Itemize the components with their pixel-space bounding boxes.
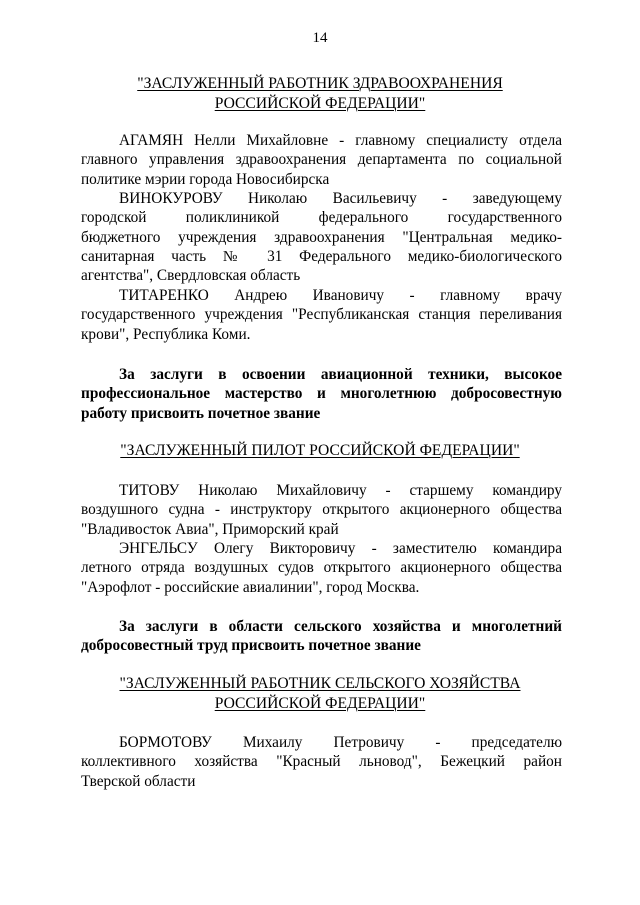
entry-line: летного отряда воздушных судов открытого акционерного общества — [81, 559, 562, 577]
entry-line: воздушного судна - инструктору открытого акционерного общества — [81, 501, 562, 519]
entry-line: главного управления здравоохранения департамента по социальной — [81, 151, 562, 169]
entry-line: "Аэрофлот - российские авиалинии", город Москва. — [81, 578, 420, 596]
award-title-health-worker — [60, 74, 580, 114]
award-entry-titov — [81, 481, 562, 539]
preamble-aviation — [81, 365, 562, 423]
preamble-line: работу присвоить почетное звание — [81, 404, 321, 422]
title-line: "ЗАСЛУЖЕННЫЙ РАБОТНИК ЗДРАВООХРАНЕНИЯ — [137, 75, 503, 92]
entry-line: государственного учреждения "Республиканская станция переливания — [81, 306, 562, 324]
entry-line: "Владивосток Авиа", Приморский край — [81, 520, 339, 538]
entry-line: ТИТОВУ Николаю Михайловичу - старшему командиру — [119, 482, 562, 499]
preamble-line: добросовестный труд присвоить почетное звание — [81, 637, 421, 655]
award-entry-engels — [81, 539, 562, 597]
entry-line: ТИТАРЕНКО Андрею Ивановичу - главному врачу — [119, 287, 562, 304]
title-line: "ЗАСЛУЖЕННЫЙ РАБОТНИК СЕЛЬСКОГО ХОЗЯЙСТВА — [119, 675, 521, 692]
entry-line: БОРМОТОВУ Михаилу Петровичу - председателю — [119, 734, 562, 751]
entry-line: бюджетного учреждения здравоохранения "Центральная медико- — [81, 228, 562, 246]
entry-line: агентства", Свердловская область — [81, 267, 301, 285]
entry-line: АГАМЯН Нелли Михайловне - главному специалисту отдела — [119, 132, 562, 149]
entry-line: городской поликлиникой федерального государственного — [81, 209, 562, 227]
entry-line: коллективного хозяйства "Красный льновод", Бежецкий район — [81, 753, 562, 771]
entry-line: Тверской области — [81, 772, 196, 790]
entry-line: санитарная часть № 31 Федерального медико-биологического — [81, 247, 562, 265]
entry-line: крови", Республика Коми. — [81, 325, 251, 343]
title-line: РОССИЙСКОЙ ФЕДЕРАЦИИ" — [214, 95, 426, 112]
preamble-line: За заслуги в освоении авиационной техники, высокое — [119, 366, 562, 383]
award-entry-titarenko — [81, 286, 562, 344]
preamble-line: За заслуги в области сельского хозяйства и многолетний — [119, 618, 562, 635]
entry-line: ЭНГЕЛЬСУ Олегу Викторовичу - заместителю командира — [119, 540, 562, 557]
award-title-agriculture-worker — [60, 674, 580, 714]
title-line: "ЗАСЛУЖЕННЫЙ ПИЛОТ РОССИЙСКОЙ ФЕДЕРАЦИИ" — [120, 442, 520, 459]
award-entry-agamyan — [81, 131, 562, 189]
award-entry-bormotov — [81, 733, 562, 791]
title-line: РОССИЙСКОЙ ФЕДЕРАЦИИ" — [214, 695, 426, 712]
award-entry-vinokurov — [81, 189, 562, 285]
entry-line: ВИНОКУРОВУ Николаю Васильевичу - заведующему — [119, 190, 562, 207]
award-title-pilot — [60, 441, 580, 461]
preamble-line: профессиональное мастерство и многолетнюю добросовестную — [81, 385, 562, 403]
entry-line: политике мэрии города Новосибирска — [81, 170, 330, 188]
preamble-agriculture — [81, 617, 562, 656]
page-number: 14 — [312, 30, 328, 46]
